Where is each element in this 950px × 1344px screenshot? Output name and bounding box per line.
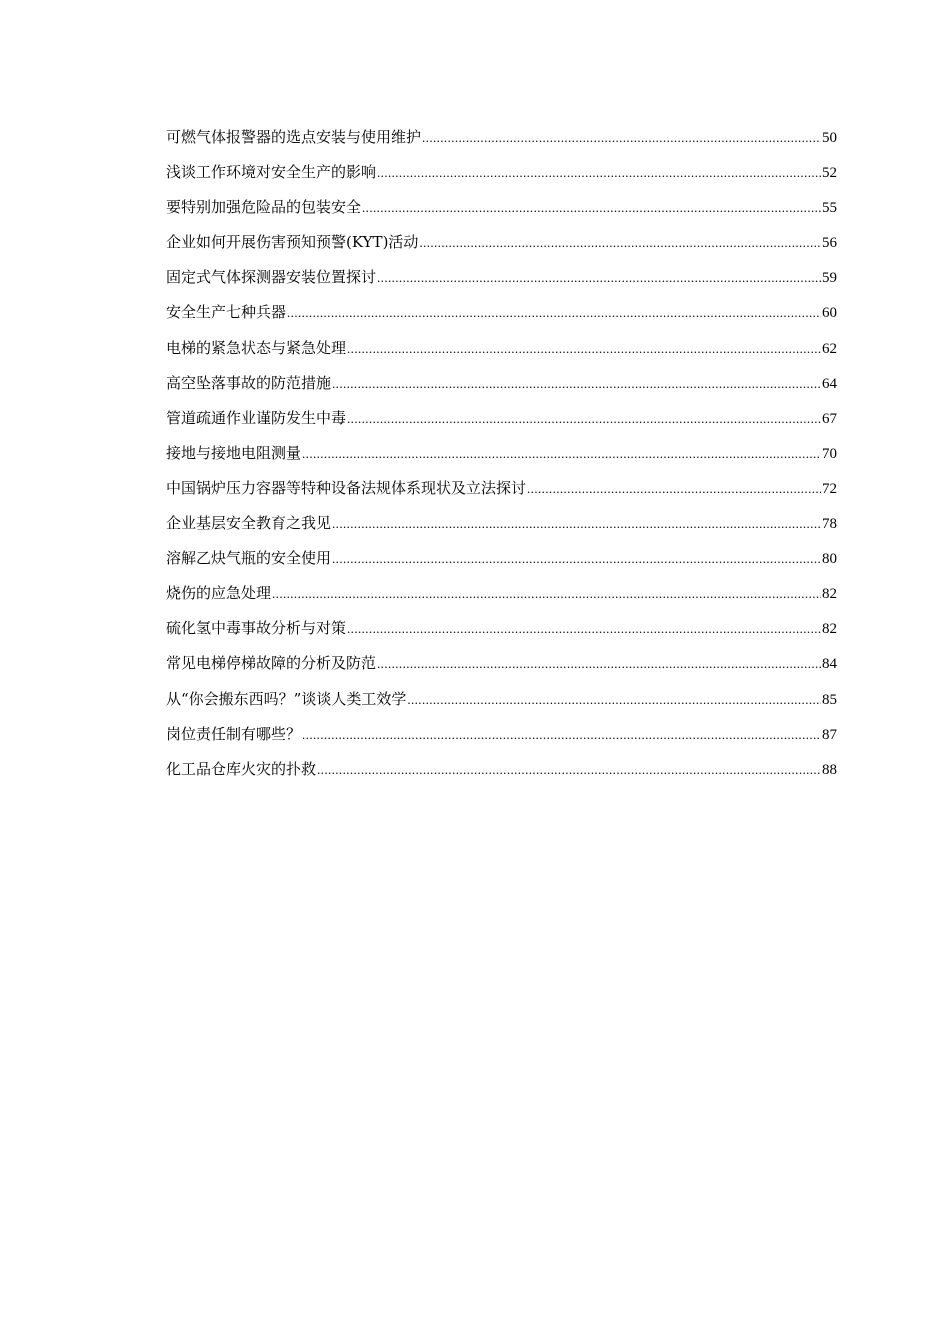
- toc-page-number: 55: [822, 200, 837, 217]
- toc-entry-title: 固定式气体探测器安装位置探讨: [166, 268, 377, 287]
- toc-dot-leader: [377, 265, 821, 291]
- toc-entry: [166, 124, 837, 159]
- toc-entry: [166, 545, 837, 580]
- toc-entry-title: 岗位责任制有哪些？: [166, 724, 302, 743]
- toc-dot-leader: [332, 511, 821, 537]
- toc-page-number: 82: [822, 586, 837, 603]
- toc-page-number: 80: [822, 551, 837, 568]
- toc-entry: [166, 475, 837, 510]
- toc-entry: [166, 194, 837, 229]
- toc-entry-title: 可燃气体报警器的选点安装与使用维护: [166, 128, 422, 146]
- toc-page-number: 64: [822, 375, 837, 392]
- toc-entry: [166, 440, 837, 475]
- toc-entry: [166, 650, 837, 685]
- toc-page-number: 67: [822, 410, 837, 427]
- toc-entry: [166, 721, 837, 756]
- toc-dot-leader: [422, 125, 821, 151]
- table-of-contents: [166, 124, 837, 791]
- toc-dot-leader: [332, 371, 821, 397]
- toc-entry-title: 硫化氢中毒事故分析与对策: [166, 619, 347, 638]
- toc-dot-leader: [287, 300, 821, 326]
- toc-page-number: 60: [822, 305, 837, 322]
- toc-entry-title: 中国锅炉压力容器等特种设备法规体系现状及立法探讨: [166, 478, 527, 497]
- toc-entry-title: 企业基层安全教育之我见: [166, 514, 332, 533]
- toc-page-number: 72: [822, 480, 837, 497]
- toc-dot-leader: [377, 651, 821, 677]
- toc-entry: [166, 335, 837, 370]
- toc-page-number: 50: [822, 130, 837, 146]
- toc-dot-leader: [317, 757, 821, 783]
- toc-entry-title: 要特别加强危险品的包装安全: [166, 198, 362, 217]
- toc-dot-leader: [407, 687, 821, 713]
- toc-dot-leader: [527, 476, 821, 502]
- toc-entry-title: 企业如何开展伤害预知预警(KYT)活动: [166, 233, 419, 252]
- toc-page-number: 59: [822, 270, 837, 287]
- toc-entry-title: 烧伤的应急处理: [166, 584, 272, 603]
- toc-entry: [166, 510, 837, 545]
- toc-page-number: 84: [822, 656, 837, 673]
- toc-entry: [166, 405, 837, 440]
- toc-entry: [166, 370, 837, 405]
- toc-entry: [166, 299, 837, 334]
- toc-entry: [166, 580, 837, 615]
- toc-page-number: 85: [822, 691, 837, 708]
- toc-entry: [166, 159, 837, 194]
- toc-entry-title: 浅谈工作环境对安全生产的影响: [166, 163, 377, 182]
- toc-entry-title: 高空坠落事故的防范措施: [166, 373, 332, 392]
- toc-entry: [166, 229, 837, 264]
- toc-entry-title: 溶解乙炔气瓶的安全使用: [166, 549, 332, 568]
- toc-dot-leader: [272, 581, 821, 607]
- toc-dot-leader: [302, 441, 821, 467]
- toc-page-number: 82: [822, 621, 837, 638]
- toc-dot-leader: [332, 546, 821, 572]
- toc-entry-title: 电梯的紧急状态与紧急处理: [166, 338, 347, 357]
- toc-page-number: 52: [822, 165, 837, 182]
- toc-dot-leader: [302, 722, 821, 748]
- toc-entry: [166, 686, 837, 721]
- toc-entry-title: 安全生产七种兵器: [166, 303, 287, 322]
- toc-entry: [166, 756, 837, 791]
- toc-dot-leader: [419, 230, 821, 256]
- toc-dot-leader: [347, 616, 821, 642]
- toc-entry-title: 管道疏通作业谨防发生中毒: [166, 408, 347, 427]
- toc-page-number: 88: [822, 761, 837, 778]
- toc-page-number: 62: [822, 340, 837, 357]
- toc-entry: [166, 615, 837, 650]
- toc-entry-title: 接地与接地电阻测量: [166, 443, 302, 462]
- toc-dot-leader: [347, 336, 821, 362]
- toc-dot-leader: [347, 406, 821, 432]
- toc-entry: [166, 264, 837, 299]
- toc-entry-title: 从“你会搬东西吗？”谈谈人类工效学: [166, 689, 407, 708]
- toc-dot-leader: [362, 195, 821, 221]
- toc-page-number: 70: [822, 445, 837, 462]
- toc-page-number: 87: [822, 726, 837, 743]
- toc-entry-title: 化工品仓库火灾的扑救: [166, 759, 317, 778]
- toc-page-number: 78: [822, 516, 837, 533]
- toc-dot-leader: [377, 160, 821, 186]
- toc-entry-title: 常见电梯停梯故障的分析及防范: [166, 654, 377, 673]
- toc-page-number: 56: [822, 235, 837, 252]
